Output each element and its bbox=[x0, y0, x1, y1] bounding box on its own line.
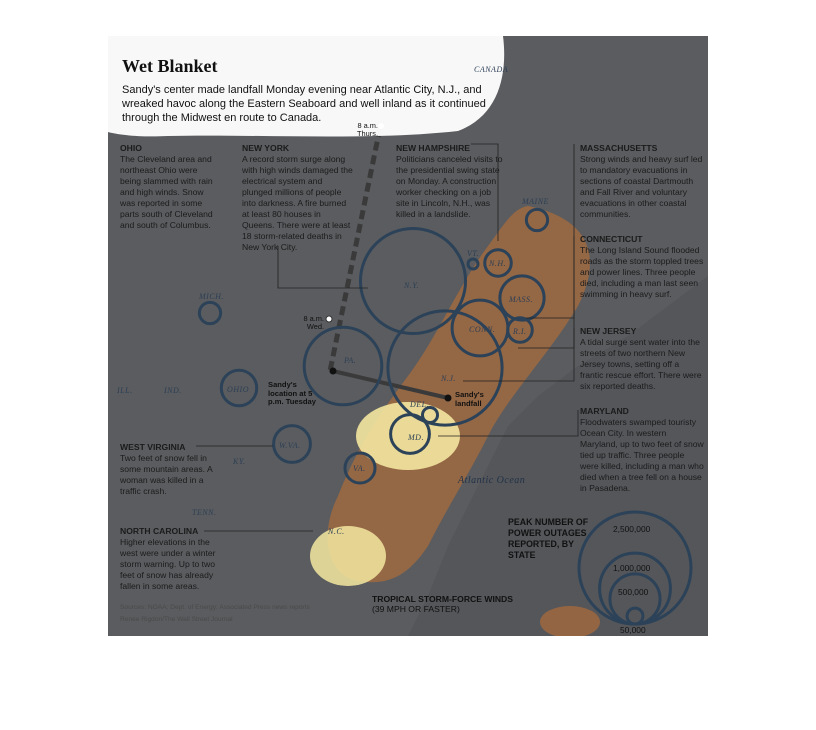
note-new-york-head: NEW YORK bbox=[242, 143, 290, 153]
label-ind: IND. bbox=[164, 386, 182, 395]
nc-highlight bbox=[310, 526, 386, 586]
label-nj: N.J. bbox=[441, 374, 456, 383]
page-subtitle: Sandy's center made landfall Monday evening near Atlantic City, N.J., and wreaked havoc along the Eastern Seaboard and well inland as it continued through the Midwest en route to Canada. bbox=[122, 84, 486, 124]
sources bbox=[120, 602, 340, 626]
title-box bbox=[120, 56, 498, 125]
label-vt: VT. bbox=[467, 249, 480, 258]
label-wva: W.VA. bbox=[279, 441, 301, 450]
note-maryland-head: MARYLAND bbox=[580, 406, 629, 416]
note-new-jersey-body: A tidal surge sent water into the streets of two northern New Jersey towns, setting off a frantic rescue effort. There were six reported deaths. bbox=[580, 337, 702, 391]
track-point-landfall bbox=[445, 395, 452, 402]
note-new-hampshire bbox=[396, 143, 506, 220]
credit-line: Renee Rigdon/The Wall Street Journal bbox=[120, 616, 233, 623]
track-point-tuesday bbox=[330, 368, 337, 375]
note-maryland bbox=[580, 406, 704, 494]
label-maine: MAINE bbox=[522, 197, 549, 206]
legend-value-500000: 500,000 bbox=[618, 587, 649, 597]
label-tenn: TENN. bbox=[192, 508, 217, 517]
note-new-jersey-head: NEW JERSEY bbox=[580, 326, 637, 336]
note-connecticut-body: The Long Island Sound flooded roads as the storm toppled trees and power lines. Three people died, including a man last seen swimming in heavy surf. bbox=[580, 245, 704, 299]
note-ohio-head: OHIO bbox=[120, 143, 142, 153]
track-label-location: Sandy's location at 5 p.m. Tuesday bbox=[268, 380, 316, 406]
storm-legend bbox=[372, 594, 522, 614]
label-nh: N.H. bbox=[489, 259, 507, 268]
map bbox=[108, 36, 708, 636]
note-new-jersey bbox=[580, 326, 704, 392]
note-new-hampshire-head: NEW HAMPSHIRE bbox=[396, 143, 471, 153]
note-west-virginia bbox=[120, 442, 224, 497]
legend-value-1000000: 1,000,000 bbox=[613, 563, 651, 573]
note-ohio bbox=[120, 143, 220, 231]
note-massachusetts bbox=[580, 143, 704, 220]
note-north-carolina-body: Higher elevations in the west were under a winter storm warning. Up to two feet of snow has already fallen in some areas. bbox=[120, 537, 216, 591]
label-ohio: OHIO bbox=[227, 385, 249, 394]
label-md: MD. bbox=[408, 433, 424, 442]
label-nc: N.C. bbox=[328, 527, 345, 536]
note-new-york bbox=[242, 143, 354, 253]
note-new-york-body: A record storm surge along with high winds damaged the electrical system and plunged millions of people into darkness. A fire burned at least 80 houses in Queens. There were at least 18 storm-related deaths in New York City. bbox=[242, 154, 353, 252]
note-west-virginia-head: WEST VIRGINIA bbox=[120, 442, 186, 452]
label-ill: ILL. bbox=[117, 386, 133, 395]
track-label-landfall: Sandy's landfall bbox=[455, 390, 484, 408]
note-connecticut bbox=[580, 234, 704, 300]
note-ohio-body: The Cleveland area and northeast Ohio were being slammed with rain and high winds. Snow was reported in some parts south of Cleveland and south of Columbus. bbox=[120, 154, 213, 230]
note-west-virginia-body: Two feet of snow fell in some mountain areas. A woman was killed in a traffic crash. bbox=[120, 453, 213, 496]
label-mich: MICH. bbox=[199, 292, 224, 301]
note-massachusetts-body: Strong winds and heavy surf led to mandatory evacuations in sections of coastal Dartmouth and Fall River and voluntary evacuations in other coastal communities. bbox=[580, 154, 703, 219]
note-massachusetts-head: MASSACHUSETTS bbox=[580, 143, 658, 153]
sources-line: Sources: NOAA; Dept. of Energy; Associated Press news reports bbox=[120, 604, 310, 611]
track-time-thurs: 8 a.m. Thurs. bbox=[357, 121, 378, 138]
label-ky: KY. bbox=[233, 457, 246, 466]
track-point-wed bbox=[326, 316, 332, 322]
label-ri: R.I. bbox=[513, 327, 527, 336]
note-north-carolina-head: NORTH CAROLINA bbox=[120, 526, 199, 536]
note-connecticut-head: CONNECTICUT bbox=[580, 234, 643, 244]
page-title: Wet Blanket bbox=[122, 56, 218, 76]
label-conn: CONN. bbox=[469, 325, 496, 334]
track-time-wed: 8 a.m. Wed. bbox=[303, 314, 324, 331]
label-pa: PA. bbox=[344, 356, 357, 365]
label-mass: MASS. bbox=[509, 295, 534, 304]
legend-value-2500000: 2,500,000 bbox=[613, 524, 651, 534]
note-maryland-body: Floodwaters swamped touristy Ocean City. In western Maryland, up to two feet of snow tied up traffic. Three people were killed, including a man who died when a tree fell on a house in Pasadena. bbox=[580, 417, 704, 493]
label-del: DEL. bbox=[410, 400, 430, 409]
label-ny: N.Y. bbox=[404, 281, 420, 290]
legend-title: PEAK NUMBER OF POWER OUTAGES REPORTED, BY STATE bbox=[508, 517, 589, 560]
label-va: VA. bbox=[353, 464, 366, 473]
legend-value-50000: 50,000 bbox=[620, 625, 646, 635]
note-new-hampshire-body: Politicians canceled visits to the presidential swing state on Monday. A construction worker checking on a job site in Lincoln, N.H., was killed in a landslide. bbox=[396, 154, 503, 219]
storm-legend-sub: (39 MPH OR FASTER) bbox=[372, 604, 460, 614]
storm-legend-title: TROPICAL STORM-FORCE WINDS bbox=[372, 594, 513, 604]
label-canada: CANADA bbox=[474, 65, 509, 74]
note-north-carolina bbox=[120, 526, 228, 592]
label-ocean: Atlantic Ocean bbox=[458, 475, 526, 486]
